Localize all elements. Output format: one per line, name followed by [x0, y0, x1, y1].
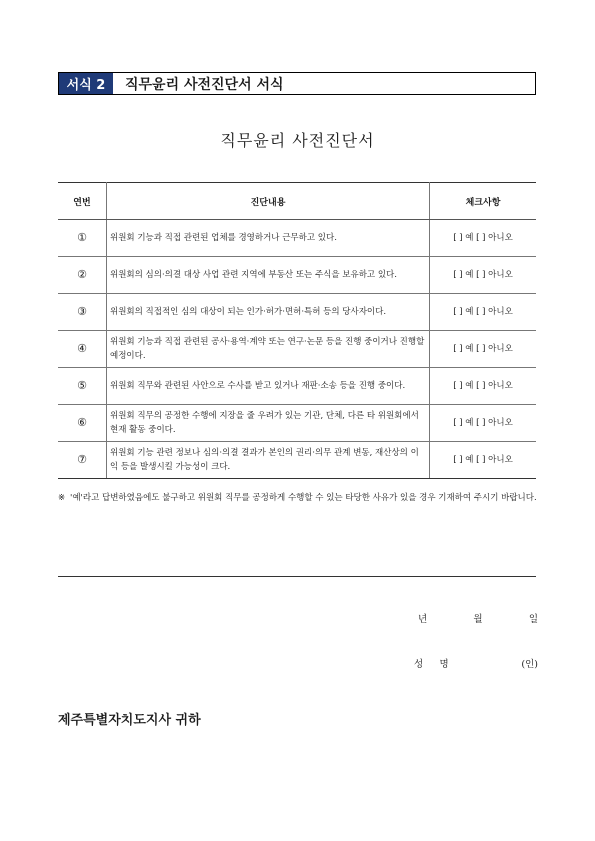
addressee: 제주특별자치도지사 귀하: [58, 713, 201, 728]
row-number: ⑤: [58, 368, 107, 405]
yes-no-checkbox[interactable]: [ ] 예 [ ] 아니오: [430, 257, 537, 294]
date-day-label[interactable]: 일: [528, 614, 538, 625]
table-row: [58, 405, 536, 442]
table-row: [58, 294, 536, 331]
document-title: 직무윤리 사전진단서: [220, 131, 375, 150]
name-label-2: 명: [439, 659, 449, 670]
row-number: ④: [58, 331, 107, 368]
row-content: 위원회 기능과 직접 관련된 공사·용역·계약 또는 연구·논문 등을 진행 중이거나 진행할 예정이다.: [107, 331, 430, 368]
name-label-1: 성: [414, 659, 424, 670]
table-row: [58, 331, 536, 368]
row-content: 위원회 기능 관련 정보나 심의·의결 결과가 본인의 권리·의무 관계 변동, 재산상의 이익 등을 발생시킬 가능성이 크다.: [107, 442, 430, 479]
row-content: 위원회 기능과 직접 관련된 업체를 경영하거나 근무하고 있다.: [107, 220, 430, 257]
date-line: [418, 611, 538, 625]
row-content: 위원회의 심의·의결 대상 사업 관련 지역에 부동산 또는 주식을 보유하고 있다.: [107, 257, 430, 294]
table-row: [58, 257, 536, 294]
yes-no-checkbox[interactable]: [ ] 예 [ ] 아니오: [430, 331, 537, 368]
row-content: 위원회 직무와 관련된 사안으로 수사를 받고 있거나 재판·소송 등을 진행 중이다.: [107, 368, 430, 405]
date-year-label[interactable]: 년: [418, 614, 428, 625]
header-check: 체크사항: [430, 183, 537, 220]
seal-field[interactable]: (인): [521, 659, 538, 670]
row-number: ③: [58, 294, 107, 331]
date-month-label[interactable]: 월: [473, 614, 483, 625]
table-row: [58, 368, 536, 405]
diagnosis-table: [58, 182, 536, 479]
instruction-note: [58, 491, 538, 506]
form-header-title: 직무윤리 사전진단서 서식: [125, 76, 284, 93]
note-mark: ※: [58, 493, 66, 503]
row-content: 위원회 직무의 공정한 수행에 지장을 줄 우려가 있는 기관, 단체, 다른 타 위원회에서 현재 활동 중이다.: [107, 405, 430, 442]
row-number: ⑥: [58, 405, 107, 442]
table-row: [58, 442, 536, 479]
note-text: '예'라고 답변하였음에도 불구하고 위원회 직무를 공정하게 수행할 수 있는 타당한 사유가 있을 경우 기재하여 주시기 바랍니다.: [70, 493, 537, 503]
row-content: 위원회의 직접적인 심의 대상이 되는 인가·허가·면허·특허 등의 당사자이다.: [107, 294, 430, 331]
yes-no-checkbox[interactable]: [ ] 예 [ ] 아니오: [430, 368, 537, 405]
form-number-badge: 서식 2: [59, 73, 113, 94]
row-number: ②: [58, 257, 107, 294]
signature-line: [414, 656, 538, 670]
header-no: 연번: [58, 183, 107, 220]
row-number: ①: [58, 220, 107, 257]
table-header-row: [58, 183, 536, 220]
table-row: [58, 220, 536, 257]
yes-no-checkbox[interactable]: [ ] 예 [ ] 아니오: [430, 442, 537, 479]
yes-no-checkbox[interactable]: [ ] 예 [ ] 아니오: [430, 405, 537, 442]
divider: [58, 576, 536, 577]
form-header-bar: [58, 72, 536, 95]
row-number: ⑦: [58, 442, 107, 479]
yes-no-checkbox[interactable]: [ ] 예 [ ] 아니오: [430, 294, 537, 331]
yes-no-checkbox[interactable]: [ ] 예 [ ] 아니오: [430, 220, 537, 257]
header-content: 진단내용: [107, 183, 430, 220]
